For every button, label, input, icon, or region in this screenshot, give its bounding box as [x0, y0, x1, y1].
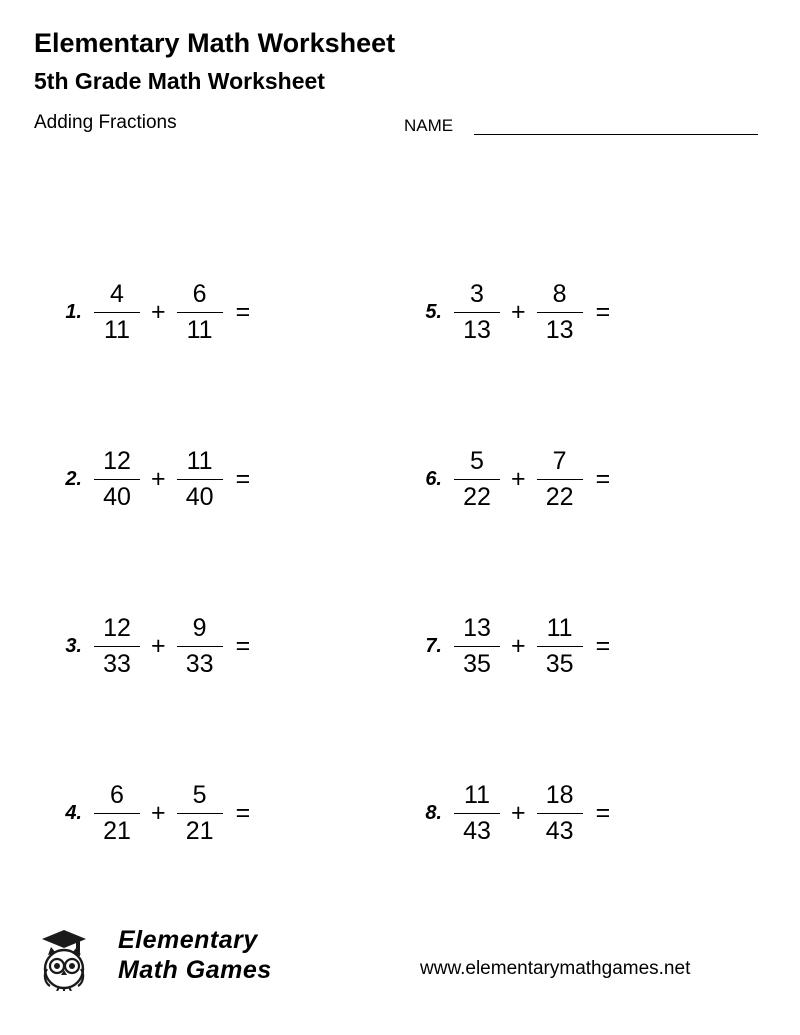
- fraction-left: [94, 613, 140, 678]
- numerator: 6: [192, 279, 207, 308]
- fraction-bar: [537, 813, 583, 814]
- problem-item: [408, 586, 610, 706]
- denominator: 22: [463, 482, 491, 511]
- numerator: 4: [110, 279, 124, 308]
- equals-sign: =: [235, 464, 251, 493]
- numerator: 5: [192, 780, 207, 809]
- problem-row: [0, 252, 800, 419]
- plus-operator: +: [151, 631, 166, 660]
- denominator: 33: [185, 649, 214, 678]
- fraction-left: [454, 279, 500, 344]
- problem-item: [48, 419, 250, 539]
- numerator: 9: [192, 613, 207, 642]
- denominator: 21: [103, 816, 131, 845]
- worksheet-topic: Adding Fractions: [34, 112, 177, 133]
- denominator: 35: [545, 649, 574, 678]
- problem-item: [48, 252, 250, 372]
- problem-number: 7.: [425, 634, 442, 657]
- numerator: 11: [186, 446, 213, 475]
- fraction-right: [177, 780, 223, 845]
- plus-operator: +: [151, 464, 166, 493]
- problem-item: [48, 586, 250, 706]
- problem-item: [48, 753, 250, 873]
- problem-number: 6.: [425, 467, 442, 490]
- problem-number: 4.: [65, 801, 82, 824]
- page-title: Elementary Math Worksheet: [34, 28, 396, 58]
- denominator: 13: [545, 315, 574, 344]
- fraction-left: [94, 780, 140, 845]
- denominator: 33: [103, 649, 131, 678]
- fraction-bar: [177, 646, 223, 647]
- problem-number: 3.: [65, 634, 82, 657]
- problem-row: [0, 753, 800, 920]
- denominator: 43: [463, 816, 491, 845]
- numerator: 18: [545, 780, 574, 809]
- denominator: 35: [463, 649, 491, 678]
- denominator: 22: [545, 482, 574, 511]
- equals-sign: =: [595, 631, 611, 660]
- plus-operator: +: [511, 464, 526, 493]
- plus-operator: +: [151, 297, 166, 326]
- numerator: 3: [470, 279, 484, 308]
- problem-number: 5.: [425, 300, 442, 323]
- logo-line-1: Elementary: [118, 926, 258, 954]
- numerator: 11: [546, 613, 573, 642]
- name-label: NAME: [404, 116, 454, 135]
- fraction-left: [454, 613, 500, 678]
- denominator: 21: [185, 816, 214, 845]
- fraction-right: [177, 446, 223, 511]
- equals-sign: =: [235, 798, 251, 827]
- numerator: 12: [103, 446, 131, 475]
- equals-sign: =: [235, 297, 251, 326]
- equals-sign: =: [595, 297, 611, 326]
- problem-number: 1.: [65, 300, 82, 323]
- problem-row: [0, 586, 800, 753]
- fraction-left: [94, 446, 140, 511]
- problem-item: [408, 419, 610, 539]
- fraction-bar: [454, 479, 500, 480]
- denominator: 13: [463, 315, 491, 344]
- denominator: 40: [103, 482, 131, 511]
- equals-sign: =: [235, 631, 251, 660]
- plus-operator: +: [511, 798, 526, 827]
- fraction-bar: [537, 312, 583, 313]
- fraction-bar: [454, 646, 500, 647]
- fraction-bar: [454, 312, 500, 313]
- numerator: 7: [552, 446, 567, 475]
- equals-sign: =: [595, 464, 611, 493]
- fraction-bar: [177, 813, 223, 814]
- problem-item: [408, 753, 610, 873]
- denominator: 40: [185, 482, 214, 511]
- logo-line-2: Math Games: [118, 956, 272, 984]
- fraction-left: [94, 279, 140, 344]
- numerator: 11: [464, 780, 490, 809]
- problem-grid: [0, 252, 800, 920]
- fraction-right: [537, 446, 583, 511]
- fraction-right: [537, 780, 583, 845]
- fraction-bar: [94, 813, 140, 814]
- problem-number: 8.: [425, 801, 442, 824]
- fraction-bar: [454, 813, 500, 814]
- website-url[interactable]: www.elementarymathgames.net: [420, 958, 691, 979]
- problem-item: [408, 252, 610, 372]
- fraction-bar: [537, 646, 583, 647]
- site-logo[interactable]: [34, 925, 294, 997]
- problem-row: [0, 419, 800, 586]
- fraction-right: [537, 279, 583, 344]
- plus-operator: +: [511, 631, 526, 660]
- fraction-right: [177, 613, 223, 678]
- denominator: 43: [545, 816, 574, 845]
- logo-text: [118, 925, 272, 985]
- owl-graduate-icon: [34, 925, 112, 991]
- denominator: 11: [186, 315, 213, 344]
- numerator: 6: [110, 780, 124, 809]
- numerator: 5: [470, 446, 484, 475]
- plus-operator: +: [151, 798, 166, 827]
- name-input-line[interactable]: [474, 134, 758, 135]
- fraction-left: [454, 446, 500, 511]
- fraction-left: [454, 780, 500, 845]
- problem-number: 2.: [65, 467, 82, 490]
- page-subtitle: 5th Grade Math Worksheet: [34, 68, 325, 94]
- numerator: 8: [552, 279, 567, 308]
- denominator: 11: [104, 315, 130, 344]
- fraction-bar: [94, 479, 140, 480]
- fraction-bar: [177, 312, 223, 313]
- fraction-right: [537, 613, 583, 678]
- numerator: 12: [103, 613, 131, 642]
- plus-operator: +: [511, 297, 526, 326]
- fraction-bar: [537, 479, 583, 480]
- fraction-bar: [177, 479, 223, 480]
- fraction-bar: [94, 312, 140, 313]
- numerator: 13: [463, 613, 491, 642]
- fraction-right: [177, 279, 223, 344]
- equals-sign: =: [595, 798, 611, 827]
- fraction-bar: [94, 646, 140, 647]
